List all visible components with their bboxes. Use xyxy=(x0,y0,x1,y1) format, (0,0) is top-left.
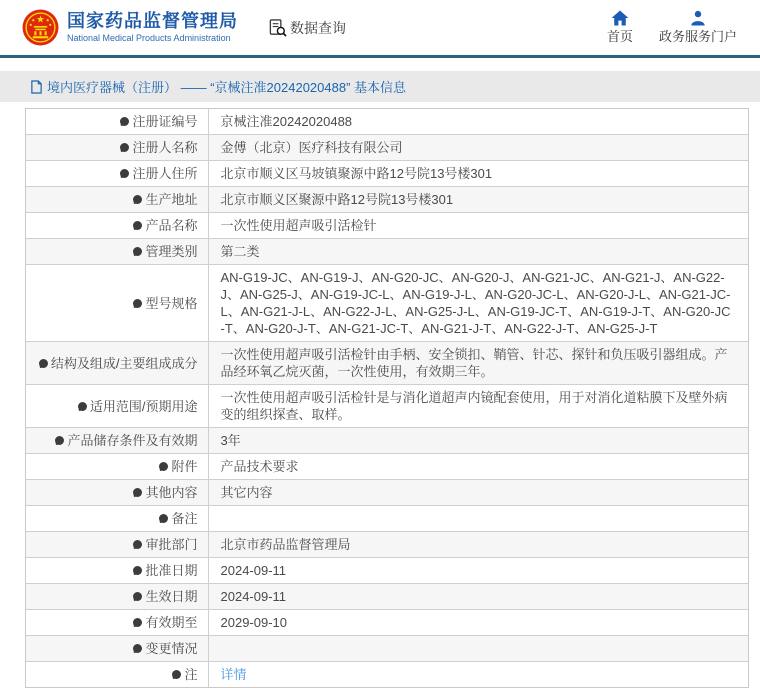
site-logo[interactable] xyxy=(22,9,238,46)
row-label: 产品名称 xyxy=(26,213,208,239)
home-icon xyxy=(611,10,629,26)
top-nav xyxy=(607,10,745,45)
note-icon xyxy=(133,540,142,549)
table-row xyxy=(26,636,748,662)
table-row xyxy=(26,385,748,428)
note-icon xyxy=(172,670,181,679)
national-emblem-icon xyxy=(22,9,59,46)
site-title: 国家药品监督管理局 xyxy=(67,11,238,31)
table-row xyxy=(26,135,748,161)
note-icon xyxy=(133,195,142,204)
page-icon xyxy=(30,80,43,94)
row-label: 适用范围/预期用途 xyxy=(26,385,208,428)
note-icon xyxy=(39,359,48,368)
table-row xyxy=(26,480,748,506)
note-icon xyxy=(78,402,87,411)
detail-link[interactable]: 详情 xyxy=(220,667,247,682)
row-label: 批准日期 xyxy=(26,558,208,584)
row-value: 产品技术要求 xyxy=(208,454,748,480)
nav-portal-label: 政务服务门户 xyxy=(658,29,737,44)
data-query-tab[interactable] xyxy=(268,18,346,38)
row-label: 结构及组成/主要组成成分 xyxy=(26,342,208,385)
row-value xyxy=(208,636,748,662)
row-value: 2024-09-11 xyxy=(208,584,748,610)
table-row xyxy=(26,342,748,385)
nav-home[interactable] xyxy=(607,10,633,45)
note-icon xyxy=(55,436,64,445)
row-value: 2029-09-10 xyxy=(208,610,748,636)
note-icon xyxy=(133,592,142,601)
row-label: 附件 xyxy=(26,454,208,480)
table-row xyxy=(26,428,748,454)
note-icon xyxy=(133,221,142,230)
note-icon xyxy=(133,644,142,653)
row-label: 变更情况 xyxy=(26,636,208,662)
table-row xyxy=(26,109,748,135)
nav-portal[interactable] xyxy=(659,10,737,45)
row-label: 其他内容 xyxy=(26,480,208,506)
table-row xyxy=(26,584,748,610)
row-value xyxy=(208,662,748,688)
table-row xyxy=(26,532,748,558)
row-label: 产品储存条件及有效期 xyxy=(26,428,208,454)
table-row xyxy=(26,239,748,265)
info-table-body xyxy=(26,109,748,687)
row-label: 生效日期 xyxy=(26,584,208,610)
site-header xyxy=(0,0,760,58)
user-icon xyxy=(689,10,707,26)
table-row xyxy=(26,161,748,187)
row-value: 北京市顺义区马坡镇聚源中路12号院13号楼301 xyxy=(208,161,748,187)
table-row xyxy=(26,265,748,342)
note-icon xyxy=(133,299,142,308)
row-label: 注 xyxy=(26,662,208,688)
row-label: 管理类别 xyxy=(26,239,208,265)
table-row xyxy=(26,187,748,213)
row-label: 型号规格 xyxy=(26,265,208,342)
row-label: 审批部门 xyxy=(26,532,208,558)
info-table xyxy=(26,109,748,687)
note-icon xyxy=(120,117,129,126)
row-value: 3年 xyxy=(208,428,748,454)
row-label: 注册人名称 xyxy=(26,135,208,161)
row-value: 北京市顺义区聚源中路12号院13号楼301 xyxy=(208,187,748,213)
row-label: 有效期至 xyxy=(26,610,208,636)
note-icon xyxy=(159,514,168,523)
row-label: 生产地址 xyxy=(26,187,208,213)
site-subtitle: National Medical Products Administration xyxy=(67,33,231,43)
note-icon xyxy=(133,566,142,575)
row-value: 金傅（北京）医疗科技有限公司 xyxy=(208,135,748,161)
table-row xyxy=(26,213,748,239)
table-row xyxy=(26,454,748,480)
row-value: 第二类 xyxy=(208,239,748,265)
note-icon xyxy=(133,618,142,627)
table-row xyxy=(26,558,748,584)
row-value: 一次性使用超声吸引活检针由手柄、安全锁扣、鞘管、针芯、探针和负压吸引器组成。产品经环氧乙烷灭菌，一次性使用，有效期三年。 xyxy=(208,342,748,385)
row-value: 京械注准20242020488 xyxy=(208,109,748,135)
nav-home-label: 首页 xyxy=(606,29,633,44)
row-value: 2024-09-11 xyxy=(208,558,748,584)
table-row xyxy=(26,662,748,688)
row-value: 一次性使用超声吸引活检针 xyxy=(208,213,748,239)
document-search-icon xyxy=(268,18,287,37)
row-label: 备注 xyxy=(26,506,208,532)
table-row xyxy=(26,506,748,532)
note-icon xyxy=(120,169,129,178)
data-query-label: 数据查询 xyxy=(290,19,346,36)
row-value: 北京市药品监督管理局 xyxy=(208,532,748,558)
row-value: 一次性使用超声吸引活检针是与消化道超声内镜配套使用，用于对消化道粘膜下及壁外病变的组织探查、取样。 xyxy=(208,385,748,428)
row-value xyxy=(208,506,748,532)
registration-info-panel xyxy=(25,108,749,688)
row-label: 注册证编号 xyxy=(26,109,208,135)
note-icon xyxy=(120,143,129,152)
row-value: 其它内容 xyxy=(208,480,748,506)
row-value: AN-G19-JC、AN-G19-J、AN-G20-JC、AN-G20-J、AN-G21-JC、AN-G21-J、AN-G22-J、AN-G25-J、AN-G19-JC-L、AN-G19-J-L、AN-G20-JC-L、AN-G20-J-L、AN-G21-JC-L、AN-G21-J-L、AN-G22-J-L、AN-G25-J-L、AN-G19-JC-T、AN-G19-J-T、AN-G20-JC-T、AN-G20-J-T、AN-G21-JC-T、AN-G21-J-T、AN-G22-J-T、AN-G25-J-T xyxy=(208,265,748,342)
note-icon xyxy=(133,488,142,497)
note-icon xyxy=(159,462,168,471)
breadcrumb-bar xyxy=(0,71,760,102)
row-label: 注册人住所 xyxy=(26,161,208,187)
table-row xyxy=(26,610,748,636)
note-icon xyxy=(133,247,142,256)
breadcrumb: 境内医疗器械（注册） —— “京械注准20242020488” 基本信息 xyxy=(47,80,407,95)
